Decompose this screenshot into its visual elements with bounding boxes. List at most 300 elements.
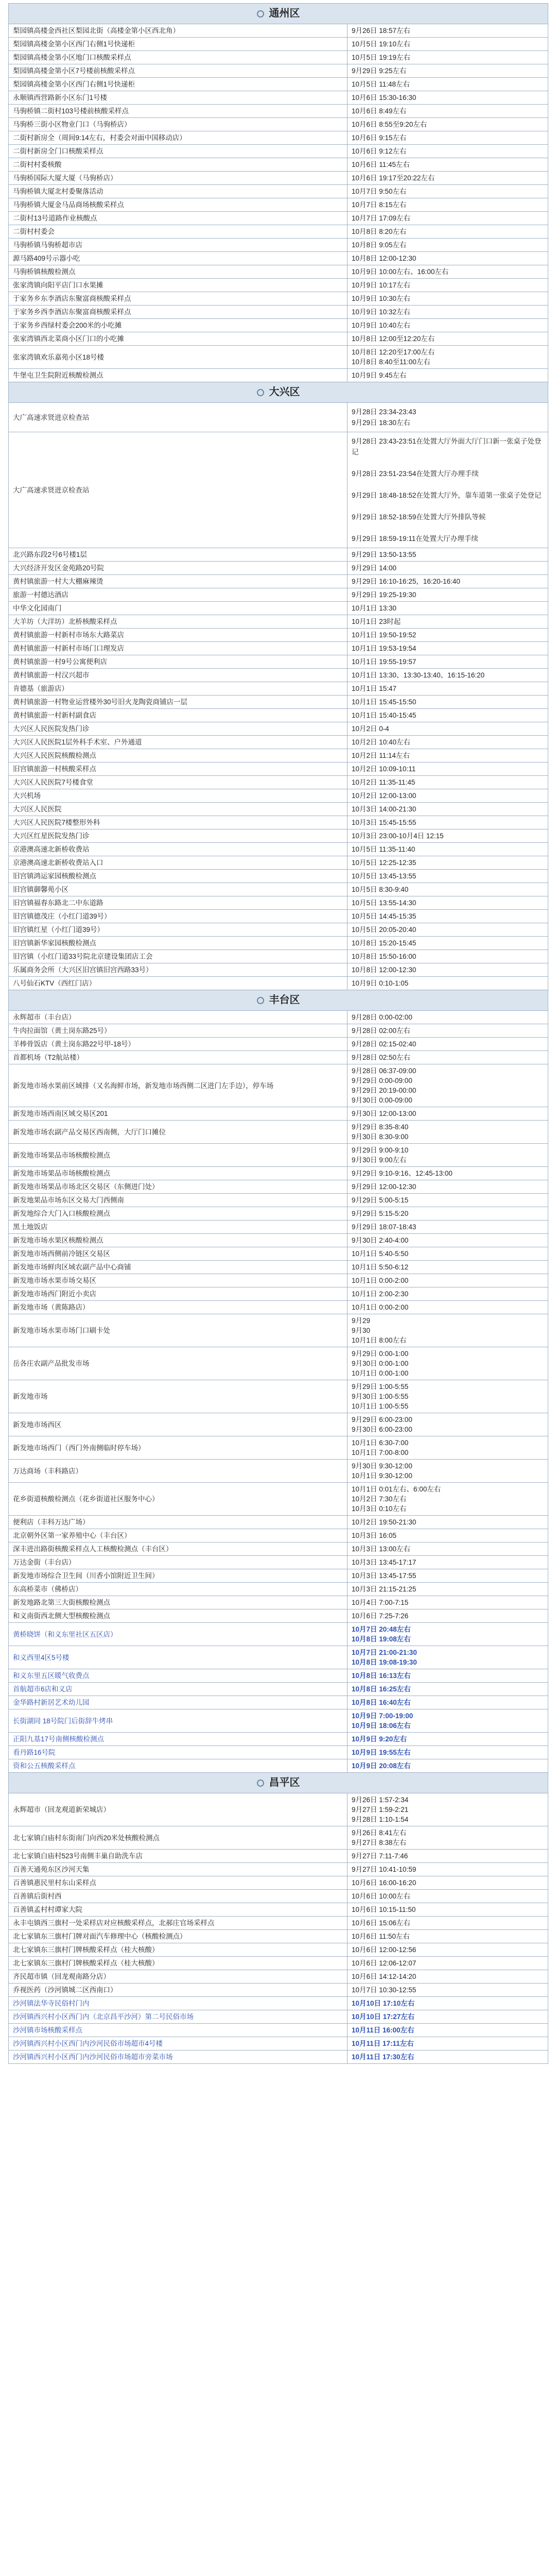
table-row	[9, 1121, 548, 1144]
location-cell: 八号仙石KTV（西红门店）	[9, 977, 348, 990]
location-cell: 沙河镇市场核酸采样点	[9, 2024, 348, 2037]
table-row	[9, 588, 548, 602]
section-header	[9, 1773, 548, 1793]
section-title: 通州区	[269, 8, 300, 19]
table-row	[9, 937, 548, 950]
location-cell: 旅游一村德达酒店	[9, 588, 348, 602]
table-row	[9, 198, 548, 212]
location-cell: 马驹桥三街小区物业门口（马驹桥店）	[9, 118, 348, 131]
table-row	[9, 38, 548, 51]
time-cell: 10月1日 5:50-6:12	[348, 1261, 548, 1274]
table-row	[9, 1234, 548, 1247]
time-cell: 10月3日 14:00-21:30	[348, 803, 548, 816]
table-row	[9, 1609, 548, 1623]
table-row	[9, 762, 548, 776]
table-row	[9, 1646, 548, 1669]
location-cell: 新发地市场综合卫生间（川香小馆附近卫生间）	[9, 1569, 348, 1583]
table-row	[9, 252, 548, 265]
location-cell: 新发地市场水果区核酸检测点	[9, 1234, 348, 1247]
location-cell: 羊棒骨饭店（黄土岗东路22号甲-18号）	[9, 1038, 348, 1051]
table-row	[9, 1314, 548, 1347]
location-cell: 新发地市场果品市场核酸检测点	[9, 1144, 348, 1167]
time-cell: 10月8日 12:00-12:30	[348, 963, 548, 977]
circle-icon	[257, 389, 264, 396]
location-cell: 大广高速求贤进京检查站	[9, 432, 348, 548]
location-cell: 百善镇后街村西	[9, 1890, 348, 1903]
table-row	[9, 1460, 548, 1483]
table-row	[9, 1997, 548, 2010]
time-cell: 10月5日 8:30-9:40	[348, 883, 548, 896]
location-cell: 梨园镇高楼金第小区西门右侧1号快递柜	[9, 38, 348, 51]
time-cell: 10月6日 15:30-16:30	[348, 91, 548, 105]
table-row	[9, 1569, 548, 1583]
time-cell: 10月11日 17:11左右	[348, 2037, 548, 2050]
location-cell: 资和公五核酸采样点	[9, 1759, 348, 1773]
time-cell: 10月7日 17:09左右	[348, 212, 548, 225]
location-cell: 花乡街道核酸检测点（花乡街道社区服务中心）	[9, 1483, 348, 1516]
table-row	[9, 548, 548, 562]
time-cell: 9月27日 10:41-10:59	[348, 1863, 548, 1876]
table-row	[9, 602, 548, 615]
table-row	[9, 24, 548, 38]
table-row	[9, 1064, 548, 1107]
location-cell: 百善天通苑东区沙河天集	[9, 1863, 348, 1876]
table-row	[9, 1038, 548, 1051]
time-cell: 9月26日 18:57左右	[348, 24, 548, 38]
table-row	[9, 2037, 548, 2050]
table-row	[9, 403, 548, 432]
location-cell: 黄村镇旅游一村物业运营楼外30号旧火龙陶瓷商铺店一层	[9, 696, 348, 709]
time-cell: 9月29日 0:00-1:00 9月30日 0:00-1:00 10月1日 0:00-1:00	[348, 1347, 548, 1380]
location-cell: 岳各庄农副产品批发市场	[9, 1347, 348, 1380]
time-cell: 10月3日 15:45-15:55	[348, 816, 548, 829]
table-row	[9, 669, 548, 682]
time-cell: 10月6日 10:15-11:50	[348, 1903, 548, 1917]
location-cell: 百善镇惠民里村东山采样点	[9, 1876, 348, 1890]
time-cell: 10月3日 23:00-10月4日 12:15	[348, 829, 548, 843]
table-row	[9, 1793, 548, 1826]
table-row	[9, 51, 548, 64]
table-row	[9, 1207, 548, 1221]
table-row	[9, 1746, 548, 1759]
time-cell: 10月5日 13:45-13:55	[348, 870, 548, 883]
table-row	[9, 1144, 548, 1167]
table-row	[9, 1583, 548, 1596]
location-cell: 深丰进出路街核酸采样点人工核酸检测点（丰台区）	[9, 1543, 348, 1556]
location-cell: 新发地市场果品市场核酸检测点	[9, 1167, 348, 1180]
location-cell: 于家务乡东李酒店东聚富商核酸采样点	[9, 292, 348, 306]
time-cell: 10月2日 11:35-11:45	[348, 776, 548, 789]
table-row	[9, 172, 548, 185]
table-row	[9, 2010, 548, 2024]
table-row	[9, 575, 548, 588]
location-cell: 梨园镇高楼金第小区地门口核酸采样点	[9, 51, 348, 64]
location-cell: 北七家镇东三旗村门牌对面汽车修理中心（核酸检测点）	[9, 1930, 348, 1943]
time-cell: 10月7日 10:30-12:55	[348, 1984, 548, 1997]
table-row	[9, 1943, 548, 1957]
location-cell: 黄村镇旅游一村新村副食店	[9, 709, 348, 722]
time-cell: 10月1日 19:53-19:54	[348, 642, 548, 655]
table-row	[9, 332, 548, 346]
time-cell: 9月28日 23:43-23:51在处置大厅外面大厅门口新一张桌子处登记 9月28日 23:51-23:54在处置大厅办理手续 9月29日 18:48-18:52在处置大厅外，靠车道第一张桌子处登记 9月29日 18:52-18:59在处置大厅外排队等候 9月29日 18:59-19:11在处置大厅办理手续	[348, 432, 548, 548]
location-cell: 永丰屯镇西三旗村一处采样店对应核酸采样点，北郝庄官场采样点	[9, 1917, 348, 1930]
table-row	[9, 346, 548, 369]
time-cell: 10月5日 11:48左右	[348, 78, 548, 91]
location-cell: 马驹桥镇马驹桥超市店	[9, 239, 348, 252]
location-cell: 新发地市场果品市场北区交易区（东侧进门处）	[9, 1180, 348, 1194]
time-cell: 10月6日 10:00左右	[348, 1890, 548, 1903]
table-row	[9, 1180, 548, 1194]
time-cell: 9月30日 9:30-12:00 10月1日 9:30-12:00	[348, 1460, 548, 1483]
location-cell: 北京朝外区第一家养殖中心（丰台区）	[9, 1529, 348, 1543]
location-cell: 沙河镇西兴村小区西门内沙河民俗市场超市旁菜市场	[9, 2050, 348, 2064]
time-cell: 10月9日 9:20左右	[348, 1733, 548, 1746]
time-cell: 9月30日 2:40-4:00	[348, 1234, 548, 1247]
time-cell: 9月29日 5:15-5:20	[348, 1207, 548, 1221]
time-cell: 10月1日 0:00-2:00	[348, 1274, 548, 1287]
location-cell: 新发地市场水果前区域排（又名海鲜市场，新发地市场西侧二区进门左手边），停车场	[9, 1064, 348, 1107]
time-cell: 9月29日 9:00-9:10 9月30日 9:00左右	[348, 1144, 548, 1167]
location-cell: 新发地市场西门（西门外南侧临时停车场）	[9, 1436, 348, 1460]
location-cell: 和义东里五区暖气收费点	[9, 1669, 348, 1683]
table-row	[9, 145, 548, 158]
table-row	[9, 803, 548, 816]
time-cell: 10月1日 0:01左右、6:00左右 10月2日 7:30左右 10月3日 0:10左右	[348, 1483, 548, 1516]
time-cell: 10月6日 15:06左右	[348, 1917, 548, 1930]
time-cell: 10月6日 11:50左右	[348, 1930, 548, 1943]
time-cell: 10月6日 12:00-12:56	[348, 1943, 548, 1957]
table-row	[9, 923, 548, 937]
location-cell: 大羊坊（大洋坊）北桥核酸采样点	[9, 615, 348, 629]
time-cell: 10月3日 13:45-17:55	[348, 1569, 548, 1583]
table-row	[9, 1850, 548, 1863]
location-cell: 于家务乡西李酒店东聚富商核酸采样点	[9, 306, 348, 319]
table-row	[9, 722, 548, 736]
table-row	[9, 977, 548, 990]
location-cell: 新发地市场（黄陈路店）	[9, 1301, 348, 1314]
time-cell: 9月29 9月30 10月1日 8:00左右	[348, 1314, 548, 1347]
table-row	[9, 789, 548, 803]
table-row	[9, 1903, 548, 1917]
section-title: 大兴区	[269, 386, 300, 398]
table-row	[9, 1436, 548, 1460]
section-header	[9, 382, 548, 403]
time-cell: 10月3日 16:05	[348, 1529, 548, 1543]
table-row	[9, 829, 548, 843]
table-row	[9, 736, 548, 749]
time-cell: 10月1日 15:40-15:45	[348, 709, 548, 722]
table-row	[9, 1733, 548, 1746]
location-cell: 张家湾镇欢乐嘉苑小区18号楼	[9, 346, 348, 369]
time-cell: 10月2日 10:40左右	[348, 736, 548, 749]
table-row	[9, 1107, 548, 1121]
table-row	[9, 1826, 548, 1850]
time-cell: 9月29日 13:50-13:55	[348, 548, 548, 562]
location-cell: 大兴机场	[9, 789, 348, 803]
time-cell: 10月8日 12:00-12:30	[348, 252, 548, 265]
table-row	[9, 1024, 548, 1038]
table-row	[9, 709, 548, 722]
section-title-cell	[9, 990, 548, 1011]
location-cell: 永辉超市（丰台店）	[9, 1011, 348, 1024]
location-cell: 梨园镇高楼金第小区西门右侧1号快递柜	[9, 78, 348, 91]
time-cell: 10月5日 14:45-15:35	[348, 910, 548, 923]
table-row	[9, 843, 548, 856]
table-row	[9, 306, 548, 319]
location-cell: 黄村镇旅游一村新村市场东大路菜店	[9, 629, 348, 642]
exposure-schedule-table	[8, 3, 548, 2064]
location-cell: 新发地市场鲜肉区域农副产品中心商铺	[9, 1261, 348, 1274]
location-cell: 黑土地饭店	[9, 1221, 348, 1234]
time-cell: 10月3日 13:45-17:17	[348, 1556, 548, 1569]
location-cell: 大兴区人民医院7楼整形外科	[9, 816, 348, 829]
time-cell: 10月7日 8:15左右	[348, 198, 548, 212]
table-row	[9, 870, 548, 883]
time-cell: 10月9日 9:45左右	[348, 369, 548, 382]
time-cell: 10月9日 10:32左右	[348, 306, 548, 319]
location-cell: 张家湾镇西北菜商小区门口的小吃摊	[9, 332, 348, 346]
location-cell: 新发地市场西区	[9, 1413, 348, 1436]
table-row	[9, 1876, 548, 1890]
time-cell: 9月29日 12:00-12:30	[348, 1180, 548, 1194]
table-row	[9, 131, 548, 145]
table-row	[9, 615, 548, 629]
location-cell: 肯德基（旅游店）	[9, 682, 348, 696]
time-cell: 9月28日 02:00左右	[348, 1024, 548, 1038]
location-cell: 黄村镇旅游一村新村市场门口理发店	[9, 642, 348, 655]
table-row	[9, 749, 548, 762]
location-cell: 永辉超市（回龙观道新荣城店）	[9, 1793, 348, 1826]
schedule-body	[9, 4, 548, 2064]
location-cell: 首都机场（T2航站楼）	[9, 1051, 348, 1064]
time-cell: 10月5日 11:35-11:40	[348, 843, 548, 856]
table-row	[9, 105, 548, 118]
table-row	[9, 1413, 548, 1436]
location-cell: 大兴区人民医院发热门诊	[9, 722, 348, 736]
time-cell: 10月8日 16:40左右	[348, 1696, 548, 1709]
table-row	[9, 1247, 548, 1261]
time-cell: 9月29日 19:25-19:30	[348, 588, 548, 602]
time-cell: 9月29日 1:00-5:55 9月30日 1:00-5:55 10月1日 1:00-5:55	[348, 1380, 548, 1413]
location-cell: 万达金街（丰台店）	[9, 1556, 348, 1569]
location-cell: 新发地市场	[9, 1380, 348, 1413]
location-cell: 二街村村委会	[9, 225, 348, 239]
location-cell: 大兴区红星医院发热门诊	[9, 829, 348, 843]
table-row	[9, 1194, 548, 1207]
time-cell: 10月9日 10:40左右	[348, 319, 548, 332]
time-cell: 9月29日 5:00-5:15	[348, 1194, 548, 1207]
time-cell: 10月1日 15:45-15:50	[348, 696, 548, 709]
location-cell: 黄村镇旅游一村9号公寓便利店	[9, 655, 348, 669]
table-row	[9, 562, 548, 575]
table-row	[9, 1543, 548, 1556]
location-cell: 京港澳高速北新桥收费站入口	[9, 856, 348, 870]
time-cell: 10月1日 6:30-7:00 10月1日 7:00-8:00	[348, 1436, 548, 1460]
time-cell: 9月29日 14:00	[348, 562, 548, 575]
time-cell: 10月9日 10:17左右	[348, 279, 548, 292]
time-cell: 10月1日 2:00-2:30	[348, 1287, 548, 1301]
time-cell: 9月29日 16:10-16:25，16:20-16:40	[348, 575, 548, 588]
location-cell: 黄村镇旅游一村大大棚麻辣烫	[9, 575, 348, 588]
time-cell: 10月6日 19:17至20:22左右	[348, 172, 548, 185]
time-cell: 10月6日 8:55至9:20左右	[348, 118, 548, 131]
table-row	[9, 319, 548, 332]
location-cell: 沙河镇西兴村小区西门内（北京昌平沙河）第二号民俗市场	[9, 2010, 348, 2024]
section-title-cell	[9, 4, 548, 24]
time-cell: 10月1日 23时起	[348, 615, 548, 629]
table-row	[9, 1890, 548, 1903]
table-row	[9, 642, 548, 655]
location-cell: 长街湖同 18号院门后街辞牛烤串	[9, 1709, 348, 1733]
location-cell: 二街村新房全门口核酸采样点	[9, 145, 348, 158]
circle-icon	[257, 997, 264, 1004]
table-row	[9, 265, 548, 279]
table-row	[9, 118, 548, 131]
time-cell: 10月5日 19:10左右	[348, 38, 548, 51]
location-cell: 张家湾镇向阳平店门口水果摊	[9, 279, 348, 292]
time-cell: 10月9日 7:00-19:00 10月9日 18:06左右	[348, 1709, 548, 1733]
location-cell: 新发地市场西侧前冷链区交易区	[9, 1247, 348, 1261]
table-row	[9, 1759, 548, 1773]
location-cell: 旧宫镇新华家园核酸检测点	[9, 937, 348, 950]
table-row	[9, 1051, 548, 1064]
table-row	[9, 64, 548, 78]
time-cell: 10月6日 16:00-16:20	[348, 1876, 548, 1890]
table-row	[9, 696, 548, 709]
time-cell: 10月11日 17:30左右	[348, 2050, 548, 2064]
table-row	[9, 1596, 548, 1609]
location-cell: 东高桥菜市（佛桥店）	[9, 1583, 348, 1596]
time-cell: 10月5日 19:19左右	[348, 51, 548, 64]
location-cell: 新发地市场水果市场门口刷卡处	[9, 1314, 348, 1347]
location-cell: 新发地综合大门入口核酸检测点	[9, 1207, 348, 1221]
time-cell: 9月28日 06:37-09:00 9月29日 0:00-09:00 9月29日 20:19-00:00 9月30日 0:00-09:00	[348, 1064, 548, 1107]
location-cell: 牛堡屯卫生院附近核酸检测点	[9, 369, 348, 382]
location-cell: 北七家镇东三旗村门牌核酸采样点（桂大核酸）	[9, 1957, 348, 1970]
location-cell: 二街村村委核酸	[9, 158, 348, 172]
time-cell: 9月29日 8:35-8:40 9月30日 8:30-9:00	[348, 1121, 548, 1144]
time-cell: 10月6日 7:25-7:26	[348, 1609, 548, 1623]
table-row	[9, 963, 548, 977]
location-cell: 新发地市场农副产品交易区西南侧，大厅门口摊位	[9, 1121, 348, 1144]
table-row	[9, 883, 548, 896]
time-cell: 10月8日 16:13左右	[348, 1669, 548, 1683]
location-cell: 新发地路北第三大街核酸检测点	[9, 1596, 348, 1609]
location-cell: 齐民超市镇（回龙观南路分店）	[9, 1970, 348, 1984]
location-cell: 金华路村新居艺术幼儿园	[9, 1696, 348, 1709]
location-cell: 旧宫镇福春东路北二中东道路	[9, 896, 348, 910]
time-cell: 9月28日 02:15-02:40	[348, 1038, 548, 1051]
time-cell: 10月6日 12:06-12:07	[348, 1957, 548, 1970]
time-cell: 10月8日 15:20-15:45	[348, 937, 548, 950]
location-cell: 新发地市场西南区域交易区201	[9, 1107, 348, 1121]
location-cell: 马驹桥镇大厦北村委聚落活动	[9, 185, 348, 198]
location-cell: 大兴区人民医院核酸检测点	[9, 749, 348, 762]
table-row	[9, 1221, 548, 1234]
table-row	[9, 239, 548, 252]
table-row	[9, 279, 548, 292]
location-cell: 百善镇孟村村谭家大院	[9, 1903, 348, 1917]
time-cell: 10月8日 9:05左右	[348, 239, 548, 252]
table-row	[9, 655, 548, 669]
time-cell: 9月29日 6:00-23:00 9月30日 6:00-23:00	[348, 1413, 548, 1436]
time-cell: 10月1日 15:47	[348, 682, 548, 696]
time-cell: 10月8日 16:25左右	[348, 1683, 548, 1696]
location-cell: 新发地市场西门附近小卖店	[9, 1287, 348, 1301]
time-cell: 10月5日 20:05-20:40	[348, 923, 548, 937]
circle-icon	[257, 10, 264, 18]
time-cell: 10月8日 12:20至17:00左右 10月8日 8:40至11:00左右	[348, 346, 548, 369]
section-title: 昌平区	[269, 1777, 300, 1788]
location-cell: 旧宫镇德茂庄（小红门道39号）	[9, 910, 348, 923]
location-cell: 旧宫镇鸿运家园核酸检测点	[9, 870, 348, 883]
table-row	[9, 776, 548, 789]
time-cell: 10月8日 8:20左右	[348, 225, 548, 239]
time-cell: 10月1日 13:30、13:30-13:40、16:15-16:20	[348, 669, 548, 682]
time-cell: 9月28日 23:34-23:43 9月29日 18:30左右	[348, 403, 548, 432]
time-cell: 10月3日 13:00左右	[348, 1543, 548, 1556]
time-cell: 10月10日 17:10左右	[348, 1997, 548, 2010]
time-cell: 9月28日 02:50左右	[348, 1051, 548, 1064]
time-cell: 10月6日 9:12左右	[348, 145, 548, 158]
time-cell: 10月6日 11:45左右	[348, 158, 548, 172]
table-row	[9, 1380, 548, 1413]
table-row	[9, 1301, 548, 1314]
time-cell: 10月2日 11:14左右	[348, 749, 548, 762]
location-cell: 牛肉拉面馆（黄土岗东路25号）	[9, 1024, 348, 1038]
location-cell: 黄村镇旅游一村汉兴超市	[9, 669, 348, 682]
time-cell: 10月9日 19:55左右	[348, 1746, 548, 1759]
location-cell: 梨园镇高楼金西社区梨园北街（高楼金第小区西北角）	[9, 24, 348, 38]
table-row	[9, 432, 548, 548]
time-cell: 10月2日 10:09-10:11	[348, 762, 548, 776]
location-cell: 沙河镇法华寺民俗村门内	[9, 1997, 348, 2010]
time-cell: 10月8日 12:00至12:20左右	[348, 332, 548, 346]
time-cell: 9月28日 0:00-02:00	[348, 1011, 548, 1024]
time-cell: 10月6日 9:15左右	[348, 131, 548, 145]
time-cell: 9月30日 12:00-13:00	[348, 1107, 548, 1121]
table-row	[9, 896, 548, 910]
location-cell: 二街村13号道路作业核酸点	[9, 212, 348, 225]
table-row	[9, 1863, 548, 1876]
time-cell: 9月29日 9:10-9:16、12:45-13:00	[348, 1167, 548, 1180]
table-row	[9, 1516, 548, 1529]
section-title: 丰台区	[269, 994, 300, 1006]
time-cell: 10月9日 0:10-1:05	[348, 977, 548, 990]
location-cell: 京港澳高速北新桥收费站	[9, 843, 348, 856]
table-row	[9, 1957, 548, 1970]
table-row	[9, 1709, 548, 1733]
table-row	[9, 1696, 548, 1709]
location-cell: 马驹桥镇核酸检测点	[9, 265, 348, 279]
location-cell: 新发地果品市场东区交易大门西侧南	[9, 1194, 348, 1207]
table-row	[9, 816, 548, 829]
table-row	[9, 369, 548, 382]
section-title-cell	[9, 1773, 548, 1793]
location-cell: 旧宫镇红星（小红门道39号）	[9, 923, 348, 937]
location-cell: 北兴路东段2号6号楼1层	[9, 548, 348, 562]
table-row	[9, 212, 548, 225]
time-cell: 10月7日 9:50左右	[348, 185, 548, 198]
table-row	[9, 1669, 548, 1683]
table-row	[9, 682, 548, 696]
time-cell: 10月6日 8:49左右	[348, 105, 548, 118]
time-cell: 10月8日 15:50-16:00	[348, 950, 548, 963]
table-row	[9, 225, 548, 239]
time-cell: 10月1日 0:00-2:00	[348, 1301, 548, 1314]
table-row	[9, 1623, 548, 1646]
time-cell: 10月6日 14:12-14:20	[348, 1970, 548, 1984]
